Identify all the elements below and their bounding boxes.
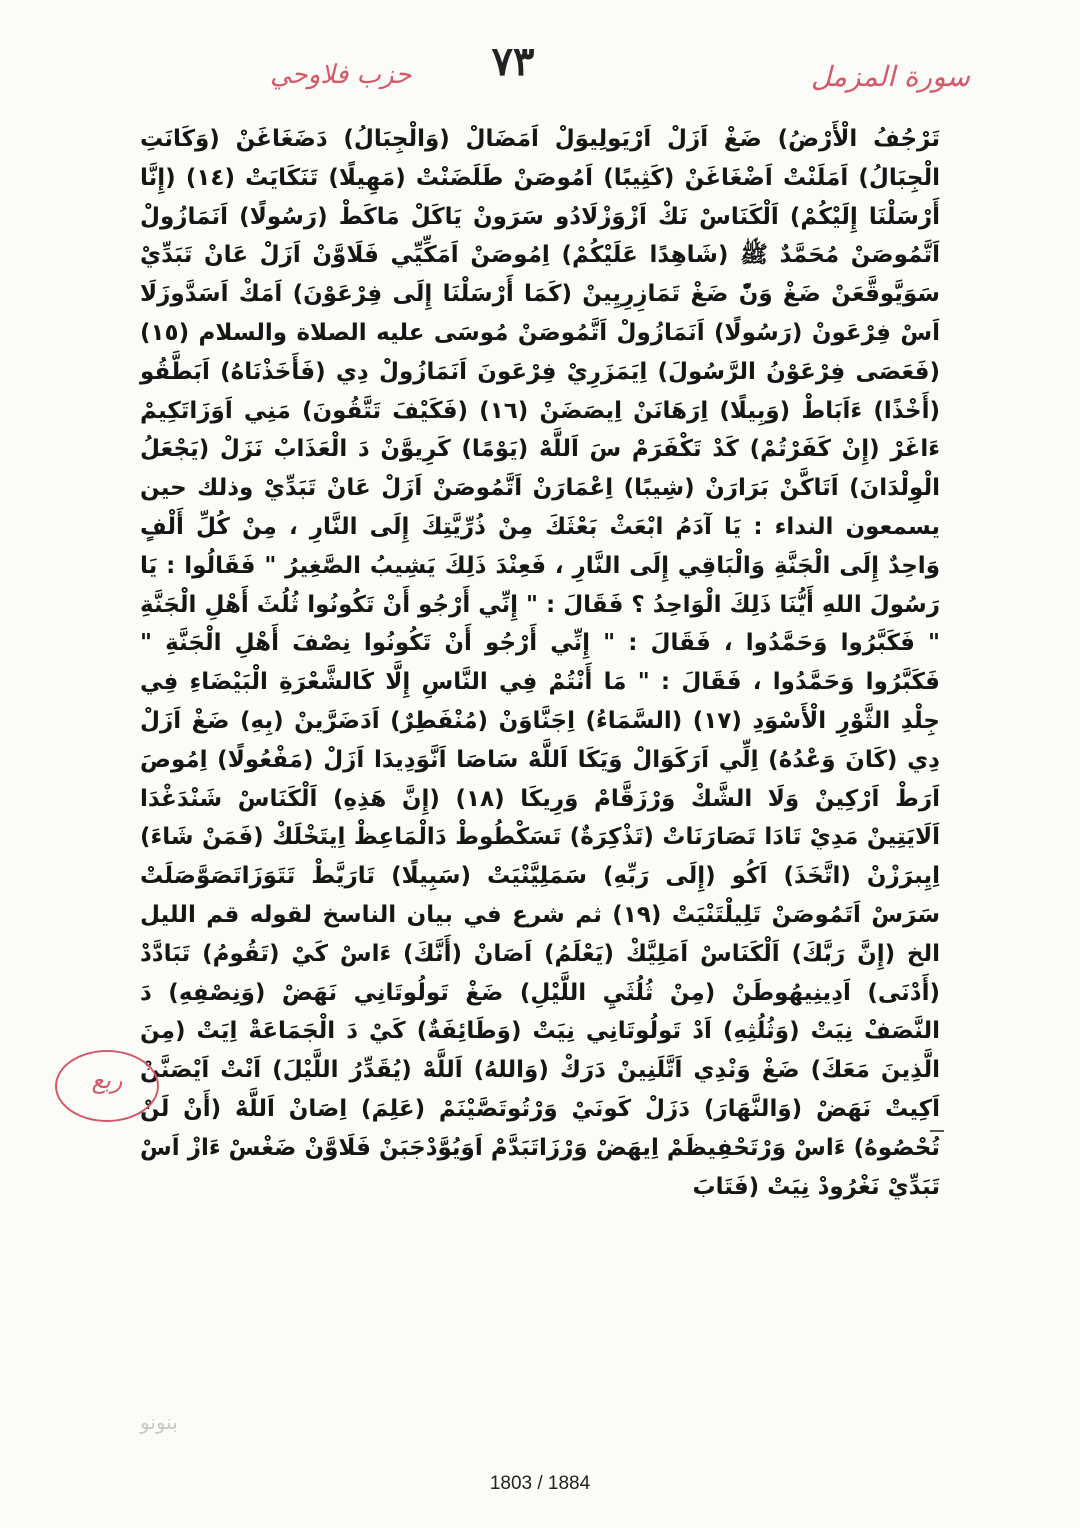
page-counter: 1803 / 1884 xyxy=(489,1473,591,1494)
page-number: ٧٣ xyxy=(491,38,535,85)
margin-dash-mark xyxy=(930,1130,944,1132)
hizb-handwritten-note: حزب فلاوحي xyxy=(270,60,412,90)
surah-handwritten-note: سورة المزمل xyxy=(810,60,970,93)
tafsir-body-text: تَرْجُفُ الْأَرْضُ) ضَغْ اَزَلْ اَرْيَولِيوَلْ اَمَضَالْ (وَالْجِبَالُ) دَضَغَاغَنْ (وَكَانَتِ الْجِبَالُ) اَمَلَنْتْ اَضْغَاغَنْ (كَثِيبًا) اَمُوصَنْ طَلَضَنْتْ (مَهِيلًا) تَنَكَايَتْ (١٤) (إِنَّا أَرْسَلْنَا إِلَيْكُمْ) اَلْكَنَاسْ نَكْ اَزْوَزْلَادُو سَرَونْ يَاكَلْ مَاكَطْ (رَسُولًا) اَنَمَازُولْ اَتَّمُوصَنْ مُحَمَّدٌ ﷺ (شَاهِدًا عَلَيْكُمْ) اِمُوصَنْ اَمَكِّيِّي فَلَاوَّنْ اَزَلْ عَانْ تَبَدِّيْ سَوَيَّوقَّعَنْ ضَغْ وَنّْ ضَغْ تَمَازِرِيِينْ (كَمَا أَرْسَلْنَا إِلَى فِرْعَوْنَ) اَمَكْ اَسَدَّوزَلَا اَسْ فِرْعَونْ (رَسُولًا) اَنَمَازُولْ اَتَّمُوصَنْ مُوسَى عليه الصلاة والسلام (١٥) (فَعَصَى فِرْعَوْنُ الرَّسُولَ) اِيَمَزَرِيْ فِرْعَونَ اَنَمَازُولْ دِي (فَأَخَذْنَاهُ) اَبَطَّقُو (أَخْذًا) ءَاَبَاطْ (وَبِيلًا) اِرَهَانَنْ اِيصَضَنْ (١٦) (فَكَيْفَ تَتَّقُونَ) مَنِي اَوَزَاتَكِيمْ ءَاغَرْ (إِنْ كَفَرْتُمْ) كَدْ تَكْفَرَمْ سَ اَللَّهْ (يَوْمًا) كَرِيوَّنْ دَ الْعَذَابْ نَزَلْ (يَجْعَلُ الْوِلْدَانَ) اَتَاكَّنْ بَرَارَنْ (شِيبًا) اِعْمَارَنْ اَتَّمُوصَنْ اَزَلْ عَانْ تَبَدِّيْ وذلك حين يسمعون النداء : يَا آدَمُ ابْعَثْ بَعْثَكَ مِنْ ذُرِّيَّتِكَ إِلَى النَّارِ ، مِنْ كُلِّ أَلْفٍ وَاحِدٌ إِلَى الْجَنَّةِ وَالْبَاقِي إِلَى النَّارِ ، فَعِنْدَ ذَلِكَ يَشِيبُ الصَّغِيرُ " فَقَالُوا : يَا رَسُولَ اللهِ أَيُّنَا ذَلِكَ الْوَاحِدُ ؟ فَقَالَ : " إِنِّي أَرْجُو أَنْ تَكُونُوا ثُلُثَ أَهْلِ الْجَنَّةِ " فَكَبَّرُوا وَحَمَّدُوا ، فَقَالَ : " إِنِّي أَرْجُو أَنْ تَكُونُوا نِصْفَ أَهْلِ الْجَنَّةِ " فَكَبَّرُوا وَحَمَّدُوا ، فَقَالَ : " مَا أَنْتُمْ فِي النَّاسِ إِلَّا كَالشَّعْرَةِ الْبَيْضَاءِ فِي جِلْدِ الثَّوْرِ الْأَسْوَدِ (١٧) (السَّمَاءُ) اِجَنَّاوَنْ (مُنْفَطِرٌ) اَدَضَرَّينْ (بِهِ) ضَغْ اَزَلْ دِي (كَانَ وَعْدُهُ) اِلِّي اَرَكَوَالْ وَيَكَا اَللَّهْ سَاصَا اَنَّوَدِيدَا اَزَلْ (مَفْعُولًا) اِمُوصَ اَرَطْ اَرْكِينْ وَلَا الشَّكْ وَرْزَقَّامْ وَرِيكَا (١٨) (إِنَّ هَذِهِ) اَلْكَنَاسْ شَنْدَغْدَا اَلَايَتِينْ مَدِيْ تَادَا تَصَارَنَاتْ (تَذْكِرَةٌ) تَسَكْطُوطْ دَالْمَاعِظْ اِيتَخْلَكْ (فَمَنْ شَاءَ) اِيِبرَزْنْ (اتَّخَذَ) اَكُو (إِلَى رَبِّهِ) سَمَلِيَّنْيَتْ (سَبِيلًا) تَارَيَّطْ تَتَوَزَاتَصَوَّصَلَتْ سَرَسْ اَتَمُوصَنْ تَلِيلْتَنْيَتْ (١٩) ثم شرع في بيان الناسخ لقوله قم الليل الخ (إِنَّ رَبَّكَ) اَلْكَنَاسْ اَمَلِيَّكْ (يَعْلَمُ) اَصَانْ (أَنَّكَ) ءَاسْ كَيْ (تَقُومُ) تَبَادَّدْ (أَدْنَى) اَدِينِيهُوطَنْ (مِنْ ثُلُثَيِ اللَّيْلِ) ضَغْ تَولُوتَانِي نَهَضْ (وَنِصْفِهِ) دَ النَّصَفْ نِيَتْ (وَثُلُثِهِ) اَدْ تَولُوتَانِي نِيَتْ (وَطَائِفَةٌ) كَيْ دَ الْجَمَاعَةْ اِيَتْ (مِنَ الَّذِينَ مَعَكَ) ضَغْ وَنْدِي اَتَّلَنِينْ دَرَكْ (وَاللهُ) اَللَّهْ (يُقَدِّرُ اللَّيْلَ) اَنْتْ اَيْصَنَّنْ اَكِيتْ نَهَضْ (وَالنَّهَارَ) دَزَلْ كَونَيْ وَرْتُوتَصَّيْنَمْ (عَلِمَ) اِصَانْ اَللَّهْ (أَنْ لَنْ تُحْصُوهُ) ءَاسْ وَرْتَحْفِيظَمْ اِيهَضْ وَرْزَاتَبَدَّمْ اَوَيُوَّدْجَبَنْ فَلَاوَّنْ ضَغْسْ ءَازْ اَسْ تَبَدِّيْ نَغْرُودْ نِيَتْ (فَتَابَ xyxy=(140,126,941,1200)
rub-marker-label: ربع xyxy=(91,1066,123,1094)
faint-pencil-mark: بنونو xyxy=(140,1410,178,1434)
page-header xyxy=(0,38,1080,98)
rub-margin-marker xyxy=(55,1050,159,1122)
